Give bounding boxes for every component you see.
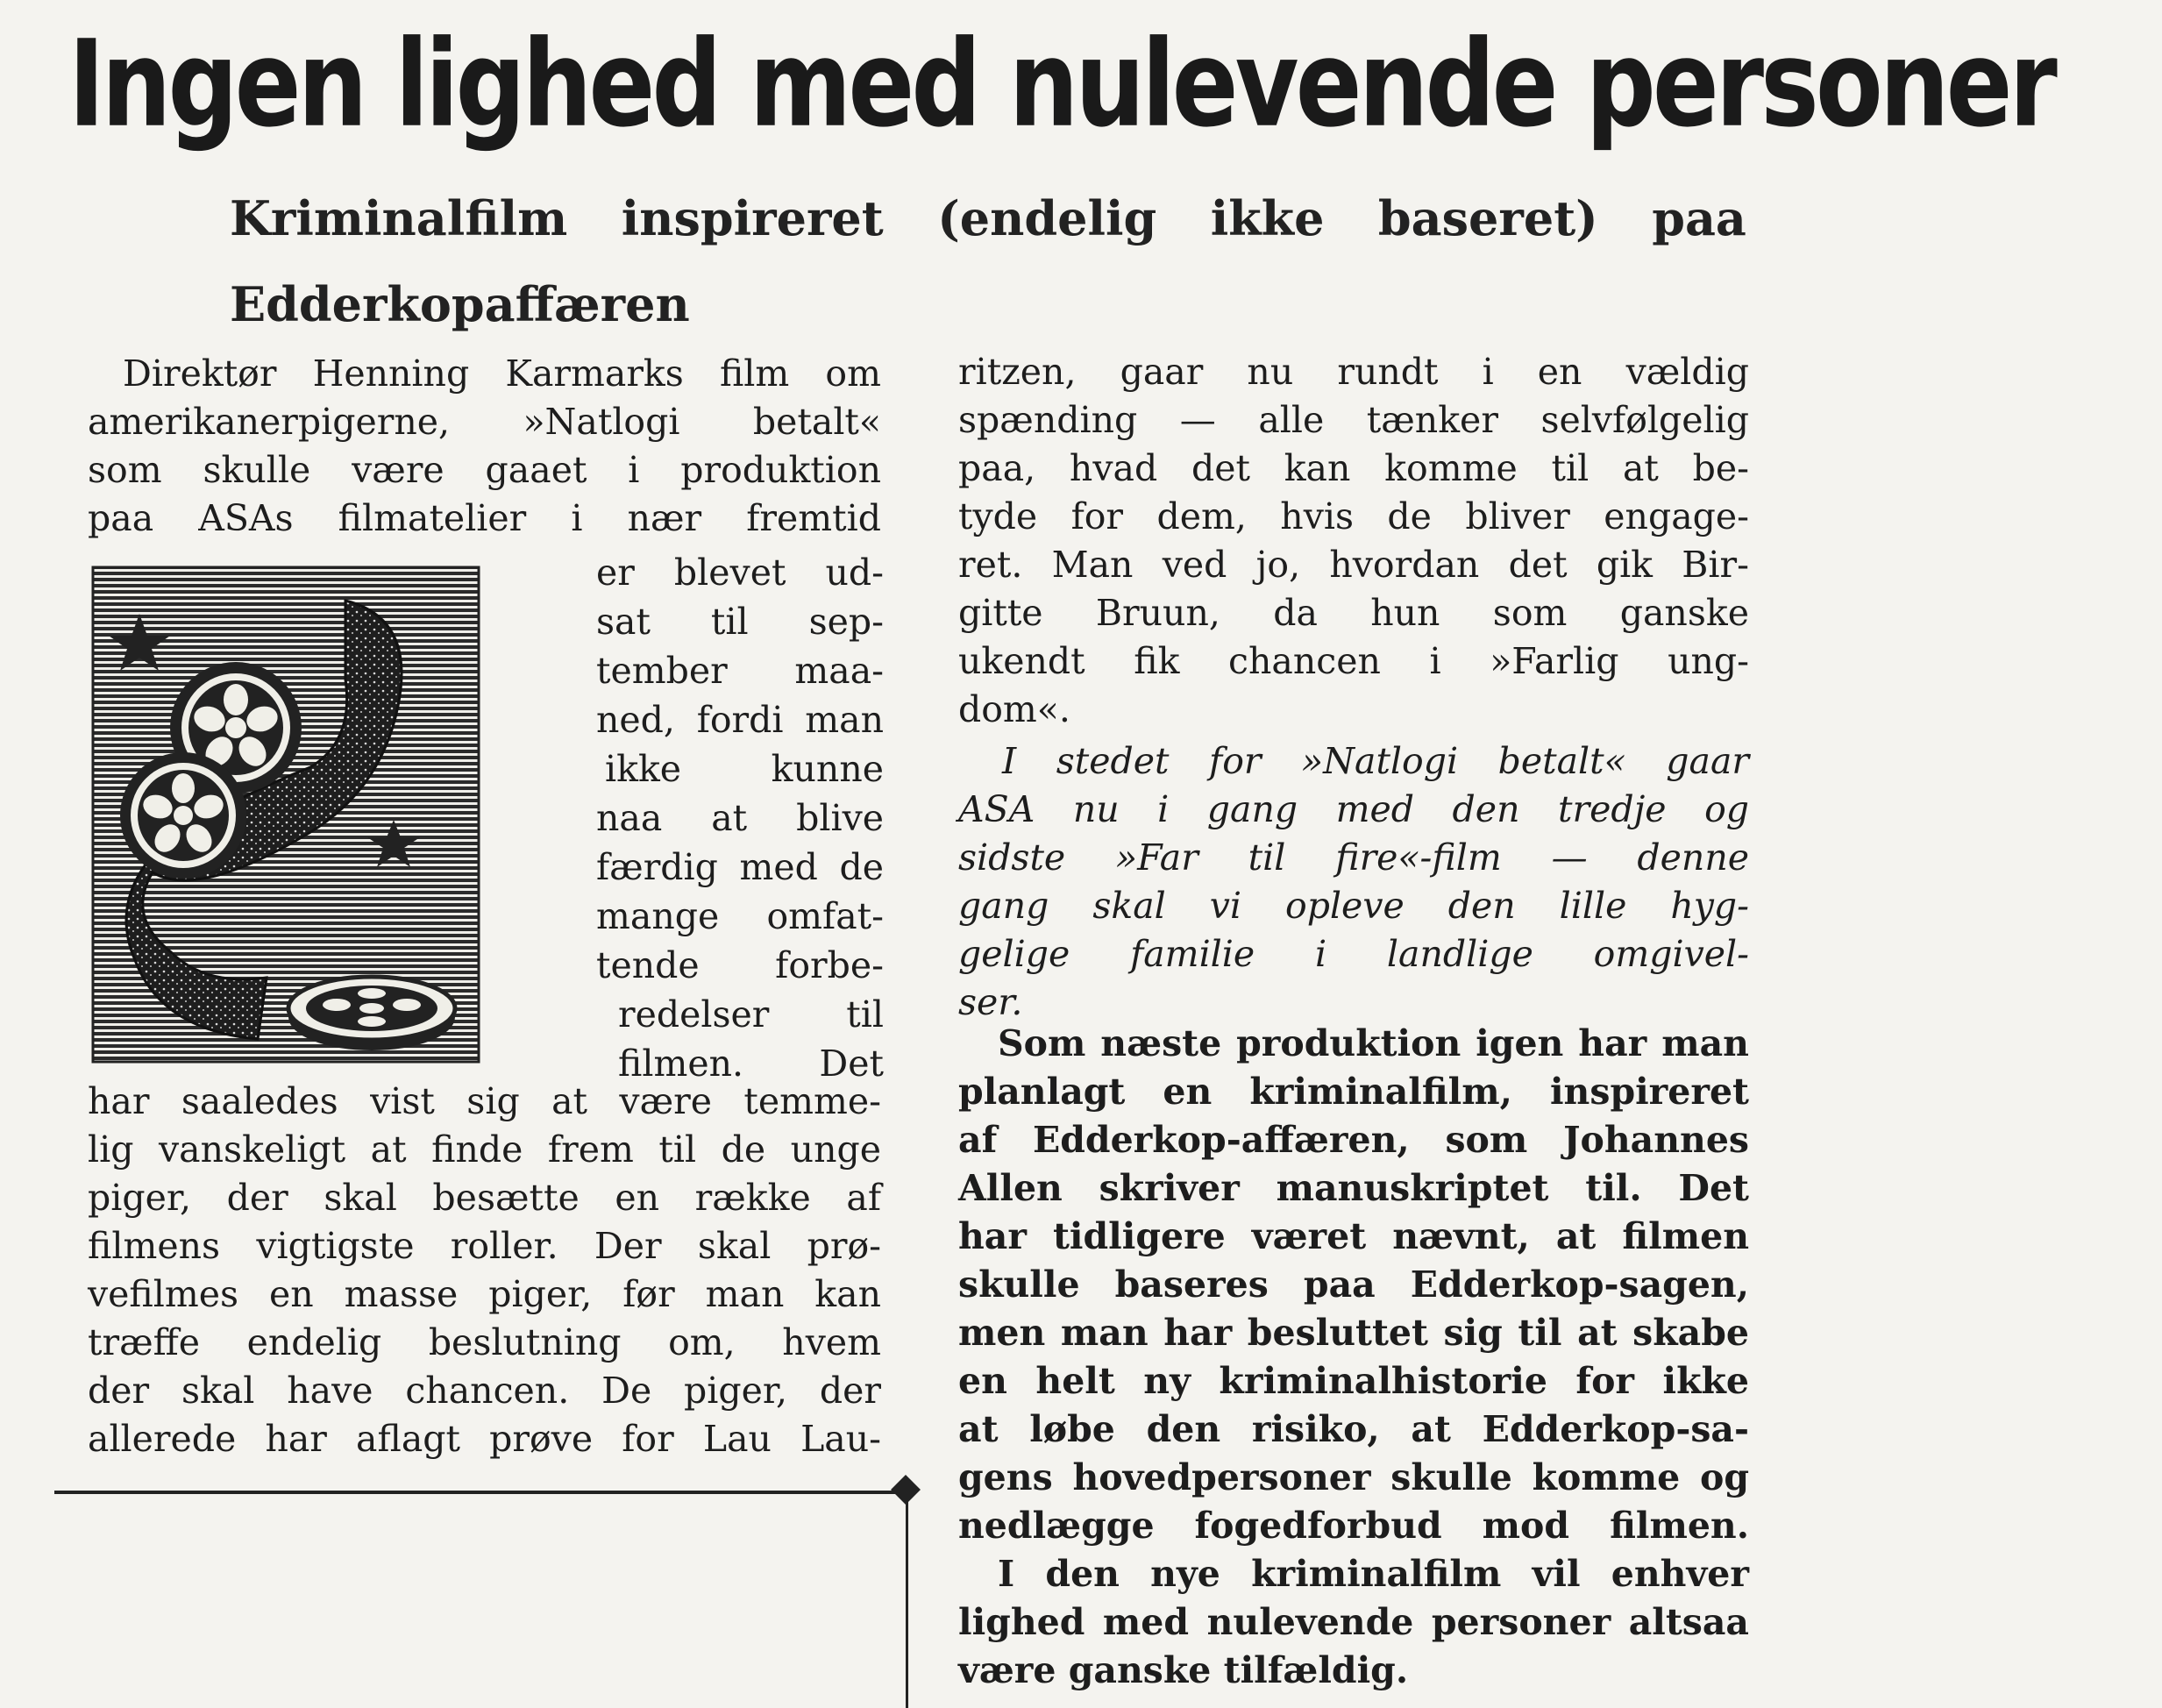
text-line: I stedet for »Natlogi betalt« gaar [1002, 740, 1749, 782]
text-line: ukendt fik chancen i »Farlig ung- [958, 640, 1749, 682]
text-line: dom«. [958, 688, 1070, 730]
text-line: Direktør Henning Karmarks film om [123, 352, 881, 395]
subhead-word: inspireret [621, 190, 884, 246]
text-line: ser. [958, 981, 1023, 1023]
subheadline-line-2: Edderkopaffæren [230, 276, 690, 332]
text-line: piger, der skal besætte en række af [88, 1177, 881, 1219]
subhead-word: (endelig [937, 190, 1157, 246]
text-line: har saaledes vist sig at være temme- [88, 1080, 881, 1122]
text-line: paa, hvad det kan komme til at be- [958, 447, 1749, 489]
text-line: ritzen, gaar nu rundt i en vældig [958, 351, 1749, 393]
text-line: skulle baseres paa Edderkop-sagen, [958, 1263, 1749, 1306]
text-line: lig vanskeligt at finde frem til de unge [88, 1128, 881, 1171]
text-line: amerikanerpigerne, »Natlogi betalt« [88, 401, 881, 443]
text-line: af Edderkop-affæren, som Johannes [958, 1119, 1749, 1161]
text-line: paa ASAs filmatelier i nær fremtid [88, 497, 881, 539]
text-line: ikke kunne [605, 748, 884, 790]
text-line: har tidligere været nævnt, at filmen [958, 1215, 1749, 1257]
text-line: tyde for dem, hvis de bliver engage- [958, 495, 1749, 537]
column-rule-vertical [906, 1491, 908, 1708]
text-line: vefilmes en masse piger, før man kan [88, 1273, 881, 1315]
text-line: redelser til [618, 993, 884, 1035]
text-line: der skal have chancen. De piger, der [88, 1370, 881, 1412]
text-line: Som næste produktion igen har man [998, 1022, 1749, 1064]
text-line: nedlægge fogedforbud mod filmen. [958, 1505, 1749, 1547]
text-line: tende forbe- [596, 944, 884, 986]
rule-diamond-ornament [891, 1475, 921, 1505]
column-rule-horizontal [54, 1491, 903, 1494]
text-line: gelige familie i landlige omgivel- [958, 933, 1749, 975]
text-line: er blevet ud- [596, 552, 884, 594]
text-line: I den nye kriminalfilm vil enhver [998, 1553, 1749, 1595]
subhead-word: ikke [1210, 190, 1325, 246]
text-line: men man har besluttet sig til at skabe [958, 1312, 1749, 1354]
text-line: en helt ny kriminalhistorie for ikke [958, 1360, 1749, 1402]
text-line: ASA nu i gang med den tredje og [958, 788, 1749, 830]
text-line: som skulle være gaaet i produktion [88, 449, 881, 491]
text-line: Allen skriver manuskriptet til. Det [958, 1167, 1749, 1209]
text-line: sat til sep- [596, 601, 884, 643]
subhead-word: paa [1652, 190, 1746, 246]
subhead-word: baseret) [1377, 190, 1598, 246]
text-line: naa at blive [596, 797, 884, 839]
film-reels-illustration-icon [91, 566, 480, 1064]
text-line: tember maa- [596, 650, 884, 692]
text-line: træffe endelig beslutning om, hvem [88, 1321, 881, 1363]
text-line: planlagt en kriminalfilm, inspireret [958, 1071, 1749, 1113]
text-line: gitte Bruun, da hun som ganske [958, 592, 1749, 634]
subhead-word: Kriminalfilm [230, 190, 568, 246]
text-line: allerede har aflagt prøve for Lau Lau- [88, 1418, 881, 1460]
text-line: gens hovedpersoner skulle komme og [958, 1456, 1749, 1498]
text-line: lighed med nulevende personer altsaa [958, 1601, 1749, 1643]
text-line: gang skal vi opleve den lille hyg- [958, 885, 1749, 927]
text-line: ret. Man ved jo, hvordan det gik Bir- [958, 544, 1749, 586]
text-line: filmens vigtigste roller. Der skal prø- [88, 1225, 881, 1267]
text-line: ned, fordi man [596, 699, 884, 741]
text-line: mange omfat- [596, 895, 884, 937]
text-line: være ganske tilfældig. [958, 1649, 1409, 1691]
headline: Ingen lighed med nulevende personer [68, 13, 2054, 154]
text-line: filmen. Det [618, 1043, 884, 1085]
text-line: at løbe den risiko, at Edderkop-sa- [958, 1408, 1749, 1450]
subheadline-line-1 [230, 190, 1746, 246]
text-line: færdig med de [596, 846, 884, 888]
text-line: sidste »Far til fire«-film — denne [958, 836, 1749, 879]
text-line: spænding — alle tænker selvfølgelig [958, 399, 1749, 441]
